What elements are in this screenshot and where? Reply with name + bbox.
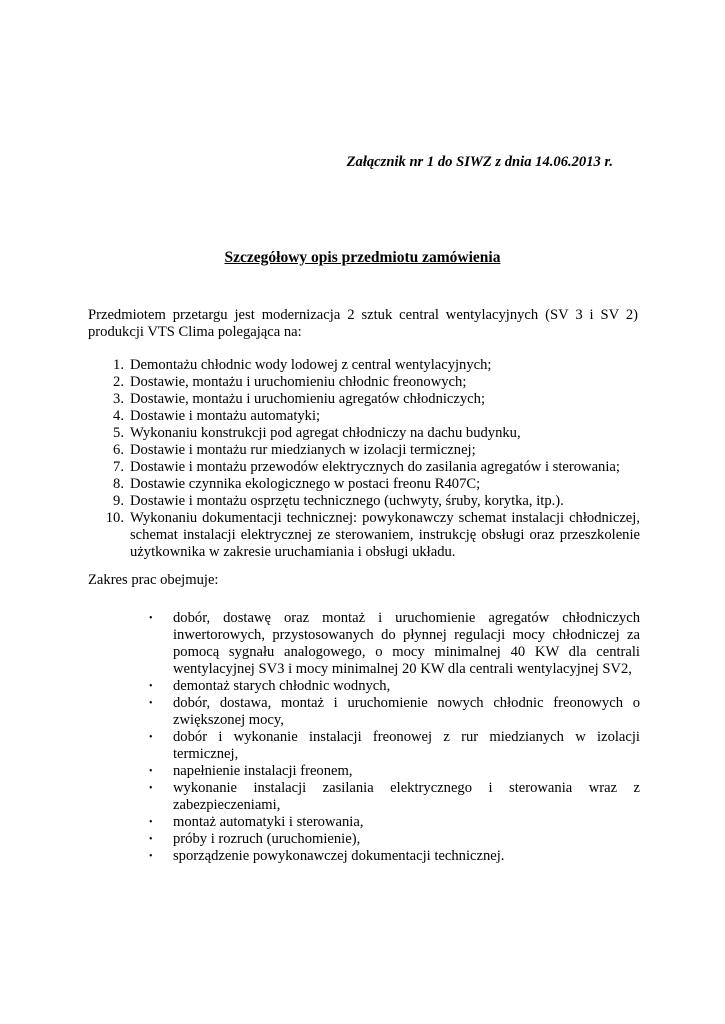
list-item-text: sporządzenie powykonawczej dokumentacji technicznej. (173, 848, 505, 864)
list-item (145, 729, 640, 763)
bullet-icon: • (149, 613, 153, 624)
list-item-text: Dostawie, montażu i uruchomieniu chłodnic freonowych; (130, 374, 467, 390)
list-item (88, 442, 640, 459)
scope-list (145, 610, 640, 865)
list-item-text: dobór, dostawę oraz montaż i uruchomienie agregatów chłodniczych inwertorowych, przystosowanych do płynnej regulacji mocy chłodniczej za pomocą sygnału analogowego, o mocy minimalnej 40 KW dla centrali wentylacyjnej SV3 i mocy minimalnej 20 KW dla centrali wentylacyjnej SV2, (173, 610, 640, 677)
list-item-number: 3. (113, 391, 124, 407)
list-item (88, 408, 640, 425)
scope-heading: Zakres prac obejmuje: (88, 572, 219, 588)
list-item (145, 763, 640, 780)
list-item-text: demontaż starych chłodnic wodnych, (173, 678, 391, 694)
bullet-icon: • (149, 732, 153, 743)
list-item (145, 831, 640, 848)
list-item-number: 8. (113, 476, 124, 492)
list-item-number: 1. (113, 357, 124, 373)
list-item-text: Dostawie, montażu i uruchomieniu agregatów chłodniczych; (130, 391, 486, 407)
bullet-icon: • (149, 817, 153, 828)
list-item (145, 780, 640, 814)
list-item (88, 391, 640, 408)
list-item-text: Demontażu chłodnic wody lodowej z central wentylacyjnych; (130, 357, 492, 373)
list-item-number: 5. (113, 425, 124, 441)
list-item-text: dobór, dostawa, montaż i uruchomienie nowych chłodnic freonowych o zwiększonej mocy, (173, 695, 640, 728)
bullet-icon: • (149, 698, 153, 709)
list-item (88, 476, 640, 493)
list-item-text: Wykonaniu dokumentacji technicznej: powykonawczy schemat instalacji chłodniczej, schemat instalacji elektrycznej ze sterowaniem, instrukcję obsługi oraz przeszkolenie użytkownika w zakresie uruchamiania i obsługi układu. (130, 510, 640, 560)
list-item-text: Dostawie i montażu przewodów elektrycznych do zasilania agregatów i sterowania; (130, 459, 620, 475)
bullet-icon: • (149, 851, 153, 862)
bullet-icon: • (149, 681, 153, 692)
list-item-number: 7. (113, 459, 124, 475)
list-item (88, 510, 640, 561)
list-item-number: 10. (105, 510, 124, 526)
list-item (88, 493, 640, 510)
list-item-text: dobór i wykonanie instalacji freonowej z rur miedzianych w izolacji termicznej, (173, 729, 640, 762)
document-title: Szczegółowy opis przedmiotu zamówienia (224, 249, 501, 266)
list-item-text: wykonanie instalacji zasilania elektrycznego i sterowania wraz z zabezpieczeniami, (173, 780, 640, 813)
bullet-icon: • (149, 783, 153, 794)
bullet-icon: • (149, 766, 153, 777)
list-item (88, 357, 640, 374)
intro-paragraph (88, 307, 638, 341)
list-item-text: Wykonaniu konstrukcji pod agregat chłodniczy na dachu budynku, (130, 425, 521, 441)
list-item (145, 678, 640, 695)
list-item-text: Dostawie i montażu rur miedzianych w izolacji termicznej; (130, 442, 476, 458)
list-item-number: 2. (113, 374, 124, 390)
list-item-text: Dostawie i montażu osprzętu technicznego (uchwyty, śruby, korytka, itp.). (130, 493, 564, 509)
bullet-icon: • (149, 834, 153, 845)
list-item (145, 610, 640, 678)
list-item (88, 459, 640, 476)
list-item (88, 425, 640, 442)
list-item-number: 4. (113, 408, 124, 424)
list-item-text: Dostawie czynnika ekologicznego w postaci freonu R407C; (130, 476, 481, 492)
task-list (88, 357, 640, 561)
annex-reference: Załącznik nr 1 do SIWZ z dnia 14.06.2013 r. (346, 154, 613, 170)
list-item (145, 814, 640, 831)
list-item (145, 695, 640, 729)
list-item-text: próby i rozruch (uruchomienie), (173, 831, 361, 847)
list-item-number: 6. (113, 442, 124, 458)
list-item (145, 848, 640, 865)
list-item-text: montaż automatyki i sterowania, (173, 814, 364, 830)
intro-text: Przedmiotem przetargu jest modernizacja 2 sztuk central wentylacyjnych (SV 3 i SV 2) produkcji VTS Clima polegająca na: (88, 307, 638, 340)
list-item-text: napełnienie instalacji freonem, (173, 763, 353, 779)
list-item (88, 374, 640, 391)
list-item-number: 9. (113, 493, 124, 509)
list-item-text: Dostawie i montażu automatyki; (130, 408, 321, 424)
